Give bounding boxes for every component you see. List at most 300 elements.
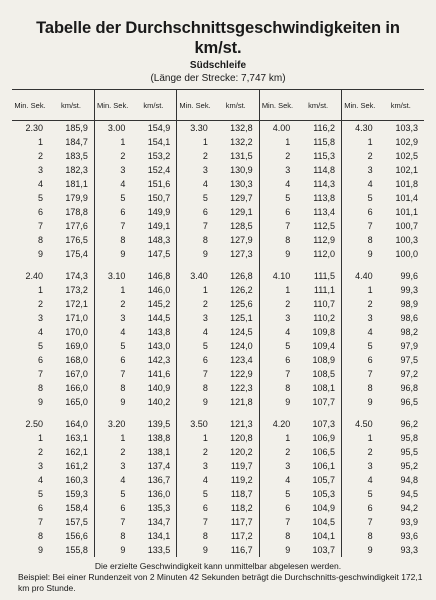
cell-kmh: 127,9: [230, 235, 253, 245]
cell-kmh: 114,8: [313, 165, 336, 175]
cell-min-sek: 3: [38, 165, 44, 175]
cell-min-sek: 7: [38, 517, 44, 527]
cell-min-sek: 6: [342, 353, 378, 367]
cell-min-sek: 7: [94, 515, 130, 529]
cell-kmh: 145,2: [147, 299, 171, 309]
cell-min-sek: 7: [342, 367, 378, 381]
table-row: [12, 515, 424, 529]
cell-kmh: 110,2: [313, 313, 336, 323]
table-row: [12, 487, 424, 501]
cell-min-sek: 5: [94, 487, 130, 501]
cell-min-sek: 9: [177, 395, 213, 409]
cell-min-sek: 2: [259, 297, 295, 311]
cell-min-sek: 4: [177, 177, 213, 191]
table-row: [12, 529, 424, 543]
cell-min-sek: 5: [38, 193, 44, 203]
cell-kmh: 116,7: [230, 545, 253, 555]
cell-kmh: 102,5: [395, 151, 418, 161]
cell-min-sek: 3.30: [177, 121, 213, 136]
cell-min-sek: 5: [342, 339, 378, 353]
table-row: [12, 367, 424, 381]
cell-min-sek: 5: [259, 191, 295, 205]
cell-kmh: 144,5: [147, 313, 171, 323]
cell-kmh: 101,4: [395, 193, 418, 203]
cell-min-sek: 8: [94, 529, 130, 543]
cell-min-sek: 8: [259, 233, 295, 247]
cell-kmh: 181,1: [65, 179, 88, 189]
cell-min-sek: 3: [177, 163, 213, 177]
cell-min-sek: 9: [259, 543, 295, 557]
cell-min-sek: 3: [177, 311, 213, 325]
cell-kmh: 105,7: [312, 475, 336, 485]
cell-min-sek: 8: [94, 233, 130, 247]
cell-min-sek: 9: [342, 543, 378, 557]
cell-kmh: 111,5: [313, 271, 336, 281]
cell-min-sek: 2: [342, 297, 378, 311]
cell-kmh: 167,0: [65, 369, 88, 379]
cell-min-sek: 3.00: [94, 121, 130, 136]
cell-min-sek: 1: [342, 135, 378, 149]
cell-min-sek: 9: [94, 395, 130, 409]
cell-kmh: 147,5: [147, 249, 171, 259]
footer-example: Beispiel: Bei einer Rundenzeit von 2 Minuten 42 Sekunden beträgt die Durchschnitts-geschwindigkeit 172,1 km pro Stunde.: [18, 572, 423, 593]
cell-min-sek: 8: [342, 529, 378, 543]
cell-min-sek: 8: [342, 381, 378, 395]
header-min-sek: Min. Sek.: [177, 90, 213, 121]
cell-min-sek: 3.10: [94, 269, 130, 283]
track-length-note: (Länge der Strecke: 7,747 km): [150, 73, 286, 84]
cell-min-sek: 1: [177, 283, 213, 297]
cell-kmh: 163,1: [65, 433, 88, 443]
block-spacer: [12, 409, 424, 417]
table-row: [12, 325, 424, 339]
cell-kmh: 124,5: [230, 327, 253, 337]
cell-kmh: 126,8: [230, 271, 253, 281]
cell-kmh: 95,5: [400, 447, 418, 457]
table-row: [12, 149, 424, 163]
header-kmh: km/st.: [213, 90, 259, 121]
cell-kmh: 102,9: [395, 137, 418, 147]
cell-min-sek: 4.30: [342, 121, 378, 136]
cell-kmh: 130,9: [230, 165, 253, 175]
cell-kmh: 179,9: [65, 193, 88, 203]
cell-kmh: 100,7: [395, 221, 418, 231]
cell-kmh: 161,2: [65, 461, 88, 471]
cell-kmh: 177,6: [65, 221, 88, 231]
cell-min-sek: 4: [342, 177, 378, 191]
cell-min-sek: 1: [94, 135, 130, 149]
cell-kmh: 101,8: [395, 179, 418, 189]
cell-min-sek: 5: [94, 339, 130, 353]
cell-min-sek: 3: [342, 459, 378, 473]
cell-kmh: 137,4: [147, 461, 171, 471]
cell-kmh: 119,2: [230, 475, 253, 485]
header-min-sek: Min. Sek.: [12, 90, 48, 121]
cell-min-sek: 8: [342, 233, 378, 247]
cell-min-sek: 2: [177, 149, 213, 163]
cell-kmh: 94,2: [400, 503, 418, 513]
cell-min-sek: 3: [259, 459, 295, 473]
table-row: [12, 269, 424, 283]
cell-kmh: 148,3: [147, 235, 171, 245]
cell-min-sek: 5: [259, 339, 295, 353]
cell-min-sek: 6: [259, 501, 295, 515]
table-row: [12, 311, 424, 325]
cell-min-sek: 6: [342, 501, 378, 515]
cell-min-sek: 5: [177, 487, 213, 501]
cell-min-sek: 6: [94, 205, 130, 219]
cell-min-sek: 2: [177, 445, 213, 459]
table-row: [12, 445, 424, 459]
cell-kmh: 125,6: [230, 299, 253, 309]
cell-kmh: 117,7: [230, 517, 253, 527]
cell-min-sek: 1: [342, 283, 378, 297]
cell-min-sek: 2: [94, 297, 130, 311]
cell-min-sek: 6: [38, 355, 44, 365]
table-row: [12, 473, 424, 487]
table-row: [12, 205, 424, 219]
cell-min-sek: 3: [342, 163, 378, 177]
cell-min-sek: 2: [94, 445, 130, 459]
cell-kmh: 95,8: [400, 433, 418, 443]
cell-min-sek: 6: [342, 205, 378, 219]
cell-min-sek: 3: [177, 459, 213, 473]
cell-kmh: 110,7: [313, 299, 336, 309]
cell-min-sek: 4: [259, 325, 295, 339]
cell-min-sek: 7: [94, 219, 130, 233]
cell-kmh: 114,3: [313, 179, 336, 189]
cell-kmh: 140,9: [147, 383, 171, 393]
cell-min-sek: 9: [259, 395, 295, 409]
cell-min-sek: 2: [259, 445, 295, 459]
cell-min-sek: 3.40: [177, 269, 213, 283]
cell-kmh: 113,8: [313, 193, 336, 203]
cell-kmh: 118,2: [230, 503, 253, 513]
cell-min-sek: 7: [259, 515, 295, 529]
cell-kmh: 174,3: [65, 271, 88, 281]
cell-kmh: 154,9: [147, 123, 171, 133]
cell-min-sek: 5: [259, 487, 295, 501]
cell-kmh: 149,1: [147, 221, 171, 231]
cell-min-sek: 7: [342, 219, 378, 233]
cell-min-sek: 1: [38, 433, 44, 443]
cell-kmh: 105,3: [312, 489, 336, 499]
cell-kmh: 104,5: [312, 517, 336, 527]
cell-min-sek: 7: [177, 515, 213, 529]
cell-kmh: 143,0: [147, 341, 171, 351]
speed-table: [12, 89, 424, 557]
header-min-sek: Min. Sek.: [342, 90, 378, 121]
cell-min-sek: 8: [259, 381, 295, 395]
block-spacer: [12, 261, 424, 269]
cell-kmh: 128,5: [230, 221, 253, 231]
cell-kmh: 182,3: [65, 165, 88, 175]
cell-min-sek: 5: [177, 339, 213, 353]
table-row: [12, 283, 424, 297]
cell-min-sek: 9: [94, 247, 130, 261]
cell-kmh: 115,8: [313, 137, 336, 147]
cell-kmh: 96,2: [400, 419, 418, 429]
cell-kmh: 160,3: [65, 475, 88, 485]
cell-kmh: 107,3: [312, 419, 336, 429]
table-row: [12, 135, 424, 149]
cell-kmh: 96,5: [400, 397, 418, 407]
cell-min-sek: 1: [94, 431, 130, 445]
cell-min-sek: 8: [177, 381, 213, 395]
cell-min-sek: 3: [94, 311, 130, 325]
header-min-sek: Min. Sek.: [259, 90, 295, 121]
header-kmh: km/st.: [48, 90, 94, 121]
header-kmh: km/st.: [378, 90, 424, 121]
cell-kmh: 164,0: [65, 419, 88, 429]
cell-kmh: 171,0: [65, 313, 88, 323]
cell-min-sek: 7: [259, 219, 295, 233]
cell-min-sek: 5: [177, 191, 213, 205]
cell-min-sek: 2: [342, 445, 378, 459]
cell-min-sek: 2.30: [25, 123, 44, 133]
cell-kmh: 130,3: [230, 179, 253, 189]
cell-kmh: 93,9: [400, 517, 418, 527]
cell-kmh: 108,5: [312, 369, 336, 379]
table-row: [12, 233, 424, 247]
cell-min-sek: 2.40: [25, 271, 44, 281]
cell-kmh: 111,1: [313, 285, 336, 295]
table-row: [12, 219, 424, 233]
cell-kmh: 129,7: [230, 193, 253, 203]
cell-kmh: 96,8: [400, 383, 418, 393]
cell-kmh: 117,2: [230, 531, 253, 541]
cell-min-sek: 5: [38, 341, 44, 351]
cell-kmh: 107,7: [312, 397, 336, 407]
cell-min-sek: 2: [38, 151, 44, 161]
cell-min-sek: 1: [342, 431, 378, 445]
table-row: [12, 191, 424, 205]
cell-kmh: 100,3: [395, 235, 418, 245]
cell-kmh: 134,1: [147, 531, 171, 541]
cell-min-sek: 6: [38, 503, 44, 513]
cell-kmh: 101,1: [395, 207, 418, 217]
cell-kmh: 158,4: [65, 503, 88, 513]
cell-min-sek: 9: [342, 247, 378, 261]
cell-kmh: 100,0: [395, 249, 418, 259]
cell-min-sek: 5: [342, 191, 378, 205]
cell-min-sek: 4: [342, 325, 378, 339]
cell-kmh: 97,2: [400, 369, 418, 379]
header-min-sek: Min. Sek.: [94, 90, 130, 121]
cell-min-sek: 6: [259, 353, 295, 367]
cell-min-sek: 1: [259, 135, 295, 149]
table-row: [12, 417, 424, 431]
cell-kmh: 115,3: [313, 151, 336, 161]
cell-min-sek: 9: [177, 543, 213, 557]
cell-kmh: 93,3: [400, 545, 418, 555]
table-row: [12, 459, 424, 473]
footer-note: Die erzielte Geschwindigkeit kann unmittelbar abgelesen werden.: [94, 561, 342, 571]
cell-min-sek: 9: [259, 247, 295, 261]
cell-min-sek: 2: [342, 149, 378, 163]
cell-min-sek: 7: [38, 369, 44, 379]
cell-min-sek: 4: [259, 177, 295, 191]
cell-kmh: 168,0: [65, 355, 88, 365]
cell-min-sek: 1: [177, 431, 213, 445]
cell-min-sek: 6: [38, 207, 44, 217]
cell-min-sek: 2: [94, 149, 130, 163]
cell-kmh: 132,8: [230, 123, 253, 133]
cell-kmh: 178,8: [65, 207, 88, 217]
cell-kmh: 129,1: [230, 207, 253, 217]
cell-kmh: 175,4: [65, 249, 88, 259]
cell-kmh: 162,1: [65, 447, 88, 457]
cell-kmh: 116,2: [313, 123, 336, 133]
cell-min-sek: 2: [177, 297, 213, 311]
cell-min-sek: 2.50: [25, 419, 44, 429]
cell-min-sek: 5: [38, 489, 44, 499]
cell-kmh: 151,6: [147, 179, 171, 189]
cell-kmh: 99,6: [400, 271, 418, 281]
cell-kmh: 146,0: [147, 285, 171, 295]
page-title: Tabelle der Durchschnittsgeschwindigkeiten in km/st.: [36, 19, 400, 57]
cell-kmh: 176,5: [65, 235, 88, 245]
cell-kmh: 156,6: [65, 531, 88, 541]
cell-kmh: 103,3: [395, 123, 418, 133]
cell-kmh: 120,2: [230, 447, 253, 457]
cell-kmh: 166,0: [65, 383, 88, 393]
table-row: [12, 501, 424, 515]
cell-min-sek: 4: [38, 179, 44, 189]
table-row: [12, 381, 424, 395]
cell-kmh: 133,5: [147, 545, 171, 555]
cell-kmh: 109,4: [312, 341, 336, 351]
cell-min-sek: 4: [94, 177, 130, 191]
cell-min-sek: 3: [259, 163, 295, 177]
cell-kmh: 138,1: [147, 447, 171, 457]
cell-kmh: 106,9: [312, 433, 336, 443]
table-header-row: [12, 90, 424, 121]
cell-kmh: 94,8: [400, 475, 418, 485]
cell-min-sek: 4: [342, 473, 378, 487]
circuit-name: Südschleife: [189, 60, 247, 71]
cell-min-sek: 1: [177, 135, 213, 149]
cell-kmh: 136,0: [147, 489, 171, 499]
cell-min-sek: 4.20: [259, 417, 295, 431]
table-row: [12, 247, 424, 261]
cell-min-sek: 4: [38, 475, 44, 485]
cell-kmh: 131,5: [230, 151, 253, 161]
cell-min-sek: 4.10: [259, 269, 295, 283]
cell-min-sek: 8: [259, 529, 295, 543]
cell-min-sek: 3: [38, 461, 44, 471]
cell-kmh: 112,5: [313, 221, 336, 231]
cell-min-sek: 3.50: [177, 417, 213, 431]
cell-min-sek: 6: [94, 501, 130, 515]
cell-kmh: 183,5: [65, 151, 88, 161]
table-row: [12, 543, 424, 557]
cell-kmh: 93,6: [400, 531, 418, 541]
cell-kmh: 98,6: [400, 313, 418, 323]
cell-min-sek: 4: [177, 325, 213, 339]
cell-kmh: 146,8: [147, 271, 171, 281]
cell-min-sek: 8: [38, 531, 44, 541]
table-body: [12, 121, 424, 558]
cell-kmh: 154,1: [147, 137, 171, 147]
cell-kmh: 152,4: [147, 165, 171, 175]
cell-kmh: 95,2: [400, 461, 418, 471]
cell-min-sek: 7: [342, 515, 378, 529]
cell-kmh: 155,8: [65, 545, 88, 555]
table-row: [12, 121, 424, 136]
cell-min-sek: 9: [342, 395, 378, 409]
cell-min-sek: 4.50: [342, 417, 378, 431]
cell-kmh: 113,4: [313, 207, 336, 217]
cell-min-sek: 5: [94, 191, 130, 205]
cell-kmh: 121,8: [230, 397, 253, 407]
cell-min-sek: 7: [177, 219, 213, 233]
cell-kmh: 172,1: [65, 299, 88, 309]
cell-min-sek: 2: [259, 149, 295, 163]
cell-min-sek: 8: [38, 383, 44, 393]
cell-min-sek: 3.20: [94, 417, 130, 431]
cell-min-sek: 4: [38, 327, 44, 337]
cell-kmh: 126,2: [230, 285, 253, 295]
cell-kmh: 170,0: [65, 327, 88, 337]
cell-min-sek: 7: [259, 367, 295, 381]
cell-kmh: 103,7: [312, 545, 336, 555]
cell-min-sek: 5: [342, 487, 378, 501]
cell-min-sek: 1: [259, 431, 295, 445]
cell-kmh: 142,3: [147, 355, 171, 365]
cell-kmh: 106,1: [312, 461, 336, 471]
cell-min-sek: 4: [94, 473, 130, 487]
cell-min-sek: 3: [259, 311, 295, 325]
cell-kmh: 104,9: [312, 503, 336, 513]
cell-kmh: 108,9: [312, 355, 336, 365]
cell-min-sek: 2: [38, 299, 44, 309]
table-row: [12, 395, 424, 409]
cell-min-sek: 3: [38, 313, 44, 323]
cell-min-sek: 4.40: [342, 269, 378, 283]
table-row: [12, 353, 424, 367]
cell-min-sek: 6: [177, 353, 213, 367]
cell-min-sek: 6: [177, 501, 213, 515]
cell-kmh: 99,3: [400, 285, 418, 295]
cell-kmh: 124,0: [230, 341, 253, 351]
footer: [12, 561, 424, 594]
cell-kmh: 159,3: [65, 489, 88, 499]
cell-kmh: 118,7: [230, 489, 253, 499]
cell-kmh: 135,3: [147, 503, 171, 513]
cell-min-sek: 9: [94, 543, 130, 557]
cell-kmh: 112,9: [313, 235, 336, 245]
cell-kmh: 104,1: [312, 531, 336, 541]
cell-min-sek: 1: [38, 137, 44, 147]
cell-kmh: 102,1: [395, 165, 418, 175]
cell-kmh: 127,3: [230, 249, 253, 259]
cell-kmh: 173,2: [65, 285, 88, 295]
cell-min-sek: 9: [38, 249, 44, 259]
cell-min-sek: 9: [38, 545, 44, 555]
cell-kmh: 97,5: [400, 355, 418, 365]
table-row: [12, 431, 424, 445]
cell-min-sek: 3: [342, 311, 378, 325]
cell-kmh: 138,8: [147, 433, 171, 443]
cell-min-sek: 9: [38, 397, 44, 407]
header-kmh: km/st.: [130, 90, 176, 121]
cell-kmh: 98,9: [400, 299, 418, 309]
cell-min-sek: 8: [177, 529, 213, 543]
cell-min-sek: 3: [94, 163, 130, 177]
cell-kmh: 185,9: [65, 123, 88, 133]
cell-kmh: 134,7: [147, 517, 171, 527]
